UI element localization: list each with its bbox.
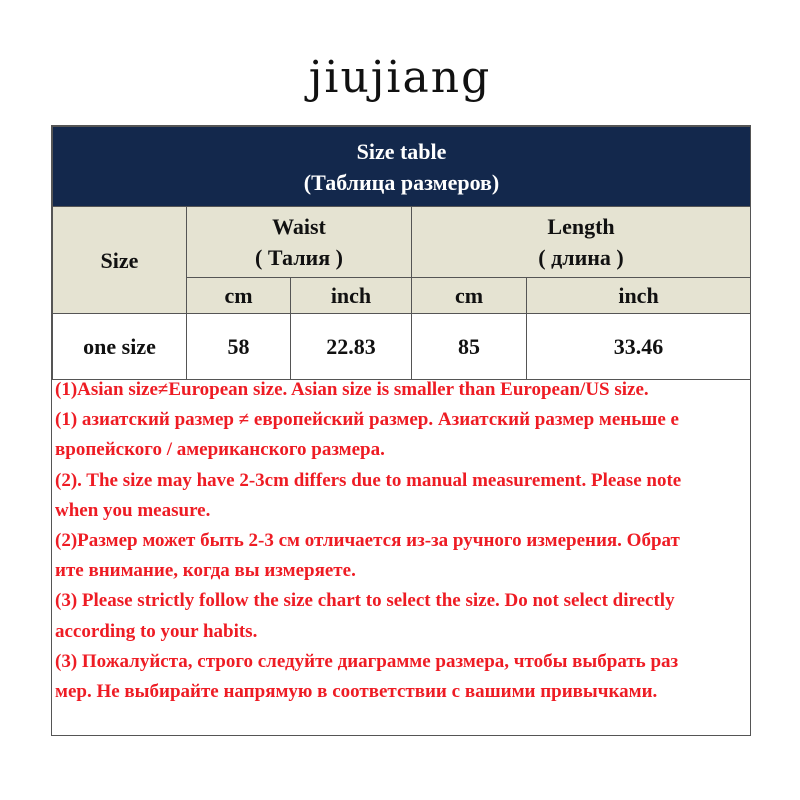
table-title: Size table: [356, 138, 447, 164]
brand-title: jiujiang: [308, 52, 492, 103]
table-row: [53, 314, 751, 380]
header-waist-sub: ( Талия ): [255, 245, 343, 270]
cell-length-cm: 85: [412, 314, 527, 380]
table-title-row: [53, 127, 751, 207]
size-notes: [55, 375, 749, 707]
header-length-sub: ( длина ): [538, 245, 624, 270]
size-table: [52, 126, 751, 380]
header-waist-label: Waist: [272, 214, 326, 239]
header-length-label: Length: [547, 214, 615, 239]
table-header-row: [53, 207, 751, 278]
note-line: (1)Asian size≠European size. Asian size is smaller than European/US size.: [55, 379, 649, 400]
note-line: (3) Пожалуйста, строго следуйте диаграмме размера, чтобы выбрать раз: [55, 650, 679, 672]
note-line: мер. Не выбирайте напрямую в соответствии с вашими привычками.: [55, 681, 658, 703]
cell-length-inch: 33.46: [527, 314, 751, 380]
unit-waist-inch: inch: [291, 278, 412, 314]
note-line: ите внимание, когда вы измеряете.: [55, 560, 356, 582]
cell-size: one size: [53, 314, 187, 380]
header-size: Size: [53, 207, 187, 314]
unit-length-inch: inch: [527, 278, 751, 314]
header-length: [412, 207, 751, 278]
note-line: when you measure.: [55, 499, 211, 521]
note-line: (2). The size may have 2-3cm differs due to manual measurement. Please note: [55, 469, 682, 491]
cell-waist-cm: 58: [187, 314, 291, 380]
unit-waist-cm: cm: [187, 278, 291, 314]
note-line: (3) Please strictly follow the size chart to select the size. Do not select directly: [55, 590, 675, 612]
unit-length-cm: cm: [412, 278, 527, 314]
size-chart-card: [51, 125, 751, 736]
header-waist: [187, 207, 412, 278]
table-title-cell: [53, 127, 751, 207]
note-line: (2)Размер может быть 2-3 см отличается из-за ручного измерения. Обрат: [55, 530, 680, 552]
note-line: (1) азиатский размер ≠ европейский размер. Азиатский размер меньше е: [55, 409, 679, 431]
cell-waist-inch: 22.83: [291, 314, 412, 380]
note-line: вропейского / американского размера.: [55, 439, 385, 461]
note-line: according to your habits.: [55, 620, 258, 642]
table-subtitle: (Таблица размеров): [303, 169, 500, 195]
